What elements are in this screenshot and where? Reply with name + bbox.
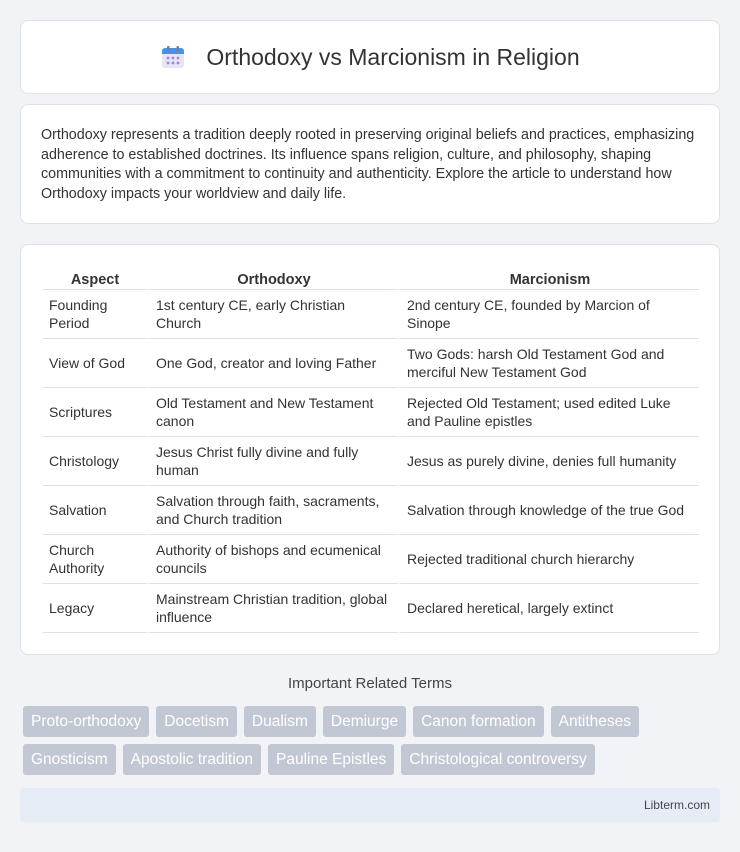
footer [20, 788, 720, 822]
orthodoxy-cell: Salvation through faith, sacraments, and Church tradition [147, 486, 398, 535]
orthodoxy-cell: Authority of bishops and ecumenical councils [147, 535, 398, 584]
tag-apostolic-tradition[interactable]: Apostolic tradition [123, 744, 261, 775]
related-terms-list [23, 706, 723, 775]
calendar-icon [160, 44, 186, 70]
header-aspect: Aspect [43, 266, 147, 290]
aspect-cell: Christology [43, 437, 147, 486]
tag-christological-controversy[interactable]: Christological controversy [401, 744, 594, 775]
tag-dualism[interactable]: Dualism [244, 706, 316, 737]
tag-canon-formation[interactable]: Canon formation [413, 706, 544, 737]
tag-docetism[interactable]: Docetism [156, 706, 237, 737]
marcionism-cell: Jesus as purely divine, denies full humanity [398, 437, 699, 486]
header-orthodoxy: Orthodoxy [147, 266, 398, 290]
tag-gnosticism[interactable]: Gnosticism [23, 744, 116, 775]
title-card [20, 20, 720, 94]
comparison-table-card [20, 244, 720, 655]
header-marcionism: Marcionism [398, 266, 699, 290]
intro-text: Orthodoxy represents a tradition deeply rooted in preserving original beliefs and practices, emphasizing adherence to established doctrines. Its influence spans religion, culture, and philosophy, shaping communities with a commitment to continuity and authenticity. Explore the article to understand how Orthodoxy impacts your worldview and daily life. [41, 127, 695, 202]
orthodoxy-cell: Jesus Christ fully divine and fully human [147, 437, 398, 486]
tag-antitheses[interactable]: Antitheses [551, 706, 639, 737]
aspect-cell: Salvation [43, 486, 147, 535]
tag-proto-orthodoxy[interactable]: Proto-orthodoxy [23, 706, 149, 737]
tag-demiurge[interactable]: Demiurge [323, 706, 406, 737]
marcionism-cell: Declared heretical, largely extinct [398, 584, 699, 633]
marcionism-cell: 2nd century CE, founded by Marcion of Sinope [398, 290, 699, 339]
aspect-cell: Legacy [43, 584, 147, 633]
aspect-cell: Church Authority [43, 535, 147, 584]
comparison-table [43, 266, 699, 633]
table-header-row [43, 266, 699, 290]
aspect-cell: Scriptures [43, 388, 147, 437]
related-terms-title: Important Related Terms [288, 675, 452, 692]
orthodoxy-cell: 1st century CE, early Christian Church [147, 290, 398, 339]
table-row [43, 584, 699, 633]
orthodoxy-cell: Mainstream Christian tradition, global influence [147, 584, 398, 633]
orthodoxy-cell: Old Testament and New Testament canon [147, 388, 398, 437]
table-row [43, 290, 699, 339]
table-row [43, 339, 699, 388]
tag-pauline-epistles[interactable]: Pauline Epistles [268, 744, 394, 775]
orthodoxy-cell: One God, creator and loving Father [147, 339, 398, 388]
table-row [43, 437, 699, 486]
marcionism-cell: Salvation through knowledge of the true God [398, 486, 699, 535]
marcionism-cell: Two Gods: harsh Old Testament God and merciful New Testament God [398, 339, 699, 388]
aspect-cell: View of God [43, 339, 147, 388]
footer-site-link[interactable]: Libterm.com [643, 798, 710, 812]
aspect-cell: Founding Period [43, 290, 147, 339]
table-row [43, 535, 699, 584]
marcionism-cell: Rejected Old Testament; used edited Luke and Pauline epistles [398, 388, 699, 437]
table-row [43, 486, 699, 535]
intro-card [20, 104, 720, 224]
page-title: Orthodoxy vs Marcionism in Religion [206, 43, 580, 70]
marcionism-cell: Rejected traditional church hierarchy [398, 535, 699, 584]
table-row [43, 388, 699, 437]
